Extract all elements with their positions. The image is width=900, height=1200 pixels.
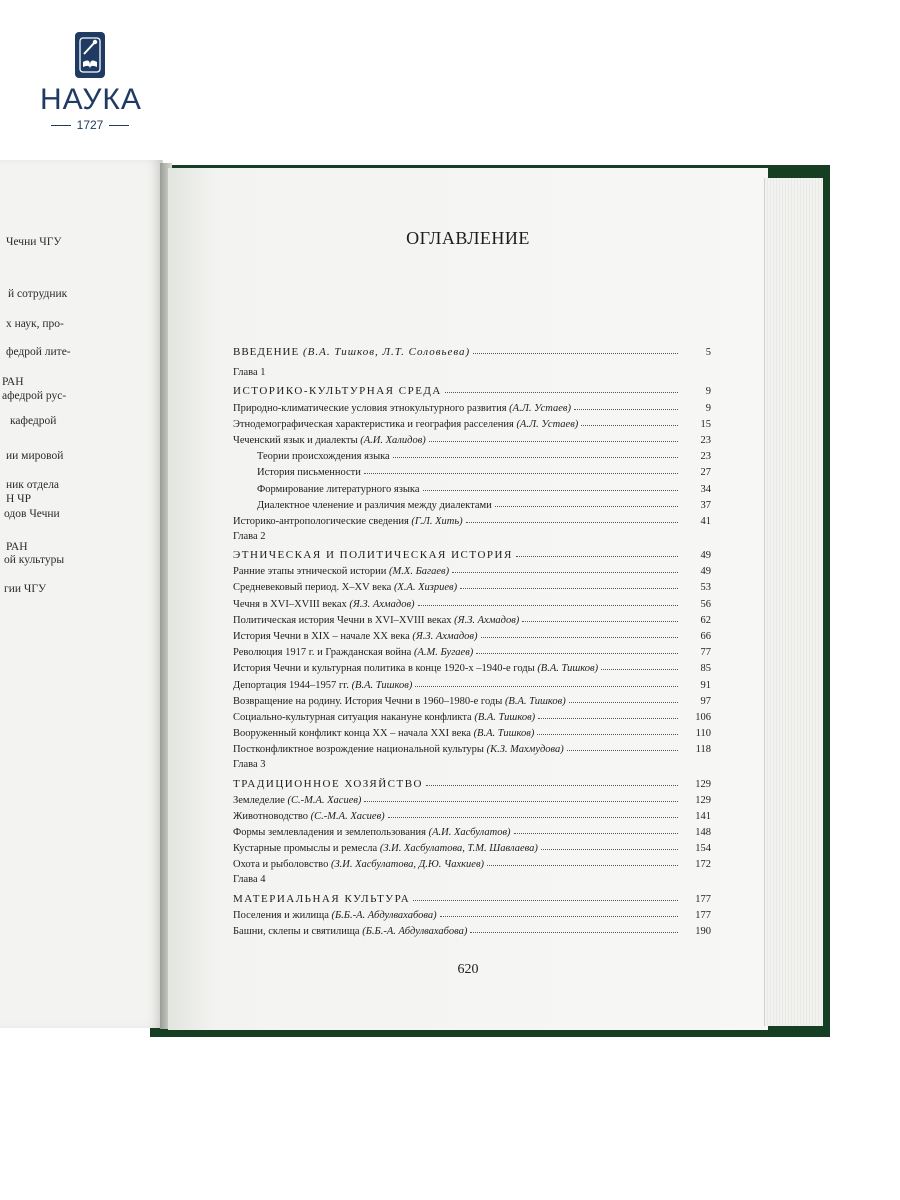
page-number: 620	[457, 962, 479, 977]
toc-section-row	[233, 397, 711, 413]
toc-section-row	[233, 674, 711, 690]
toc-entry-authors: (М.Х. Багаев)	[389, 566, 450, 578]
left-page-line: х наук, про-	[6, 318, 64, 330]
left-page-line: й сотрудник	[8, 288, 68, 300]
toc-entry-text: Вооруженный конфликт конца XX – начала XXI века (В.А. Тишков)	[233, 728, 535, 740]
toc-section-row	[233, 707, 711, 723]
toc-page: 23	[700, 451, 711, 463]
toc-page: 190	[695, 926, 711, 937]
toc-page: 129	[695, 794, 711, 806]
chapter-title: ИСТОРИКО-КУЛЬТУРНАЯ СРЕДА	[233, 385, 442, 398]
toc-page: 56	[700, 598, 711, 610]
toc-entry-authors: (Я.З. Ахмадов)	[412, 631, 478, 642]
toc-section-row	[233, 905, 711, 921]
toc-section-row	[233, 593, 711, 609]
toc-page: 106	[695, 711, 711, 723]
toc-title: ОГЛАВЛЕНИЕ	[406, 228, 530, 248]
toc-page: 148	[695, 827, 711, 839]
toc-entry-text: Животноводство (С.-М.А. Хасиев)	[233, 810, 385, 822]
toc-section-row	[233, 642, 711, 658]
toc-leader	[473, 353, 678, 354]
toc-entry-text: Социально-культурная ситуация накануне конфликта (В.А. Тишков)	[233, 711, 536, 723]
chapter-label: Глава 3	[233, 759, 266, 771]
toc-entry-text: История Чечни в XIX – начале XX века (Я.З. Ахмадов)	[233, 631, 478, 642]
chapter-title: ЭТНИЧЕСКАЯ И ПОЛИТИЧЕСКАЯ ИСТОРИЯ	[233, 549, 513, 562]
toc-entry-text: Охота и рыболовство (З.И. Хасбулатова, Д.Ю. Чахкиев)	[233, 859, 485, 871]
toc-leader	[452, 572, 678, 573]
book-emblem-icon	[75, 32, 105, 78]
toc-leader	[522, 621, 678, 622]
toc-entry-authors: (Я.З. Ахмадов)	[454, 614, 520, 626]
toc-entry-authors: (К.З. Махмудова)	[486, 744, 564, 756]
toc-entry-text: Диалектное членение и различия между диалектами	[257, 499, 492, 511]
toc-subsection-row	[233, 462, 711, 478]
toc-page: 118	[695, 744, 711, 756]
toc-leader	[470, 932, 678, 933]
toc-section-row	[233, 414, 711, 430]
toc-leader	[487, 865, 678, 866]
toc-intro-row	[233, 342, 711, 358]
toc-leader	[495, 506, 678, 507]
table-of-contents	[233, 342, 711, 937]
toc-section-row	[233, 790, 711, 806]
toc-page: 37	[700, 499, 711, 511]
toc-leader	[476, 653, 678, 654]
left-page-line: ник отдела	[6, 479, 60, 491]
toc-entry-authors: (Г.Л. Хить)	[411, 515, 463, 527]
toc-entry-authors: (А.И. Халидов)	[360, 434, 426, 446]
chapter-title: ТРАДИЦИОННОЕ ХОЗЯЙСТВО	[233, 777, 423, 790]
toc-leader	[413, 900, 678, 901]
toc-leader	[388, 817, 678, 818]
toc-leader	[538, 718, 678, 719]
toc-page: 15	[700, 418, 711, 430]
toc-page: 129	[695, 778, 711, 790]
toc-entry-text: Земледелие (С.-М.А. Хасиев)	[233, 794, 362, 806]
toc-page: 177	[695, 909, 711, 921]
toc-leader	[423, 490, 678, 491]
chapter-label: Глава 1	[233, 367, 266, 379]
left-page-line: Н ЧР	[6, 493, 32, 505]
chapter-title: МАТЕРИАЛЬНАЯ КУЛЬТУРА	[233, 892, 411, 905]
toc-page: 91	[700, 679, 711, 691]
toc-entry-authors: (З.И. Хасбулатова, Д.Ю. Чахкиев)	[330, 859, 485, 871]
toc-page: 9	[705, 386, 711, 398]
chapter-label: Глава 2	[233, 530, 266, 542]
toc-leader	[418, 605, 678, 606]
toc-entry-text: Ранние этапы этнической истории (М.Х. Багаев)	[233, 566, 450, 578]
toc-page: 110	[695, 728, 711, 740]
toc-section-row	[233, 854, 711, 870]
toc-page: 154	[695, 843, 711, 855]
toc-leader	[466, 522, 678, 523]
toc-page: 41	[700, 515, 711, 527]
left-page-line: РАН	[2, 376, 24, 388]
toc-entry-authors: (А.Л. Устаев)	[509, 402, 571, 414]
toc-entry-text: История Чечни и культурная политика в конце 1920-х –1940-е годы (В.А. Тишков)	[233, 663, 599, 675]
toc-page: 141	[695, 810, 711, 822]
toc-entry-text: История письменности	[257, 467, 361, 479]
toc-entry-text: Постконфликтное возрождение национальной культуры (К.З. Махмудова)	[233, 744, 564, 756]
left-page-line: Чечни ЧГУ	[6, 236, 62, 248]
toc-section-row	[233, 921, 711, 937]
left-page-line: одов Чечни	[4, 508, 60, 520]
chapter-title-row	[233, 888, 711, 904]
toc-section-row	[233, 822, 711, 838]
toc-leader	[364, 801, 678, 802]
publisher-name: НАУКА	[40, 83, 142, 116]
toc-page: 77	[700, 647, 711, 659]
left-page-line: РАН	[6, 541, 28, 553]
toc-leader	[516, 556, 678, 557]
toc-entry-authors: (З.И. Хасбулатова, Т.М. Шавлаева)	[379, 843, 538, 855]
toc-page: 97	[700, 695, 711, 707]
toc-section-row	[233, 739, 711, 755]
toc-section-row	[233, 658, 711, 674]
toc-leader	[601, 669, 678, 670]
publisher-logo	[40, 32, 140, 132]
toc-entry-text: Поселения и жилища (Б.Б.-А. Абдулвахабова)	[233, 909, 437, 921]
toc-section-row	[233, 723, 711, 739]
toc-entry-authors: (А.М. Бугаев)	[413, 647, 474, 659]
toc-subsection-row	[233, 495, 711, 511]
toc-page: 34	[700, 483, 711, 495]
left-page-line: кафедрой	[10, 415, 57, 427]
publisher-year: 1727	[40, 118, 140, 132]
toc-leader	[393, 457, 678, 458]
chapter-label: Глава 4	[233, 874, 266, 886]
toc-section-row	[233, 610, 711, 626]
toc-entry-authors: (В.А. Тишков)	[474, 711, 536, 723]
left-page-line: афедрой рус-	[2, 390, 67, 402]
toc-page: 5	[705, 347, 711, 359]
toc-entry-text: Формы землевладения и землепользования (А.И. Хасбулатов)	[233, 827, 511, 839]
toc-leader	[440, 916, 678, 917]
toc-leader	[541, 849, 678, 850]
toc-entry-text: Чечня в XVI–XVIII веках (Я.З. Ахмадов)	[233, 598, 415, 610]
toc-page: 9	[705, 402, 711, 414]
toc-entry-text: Средневековый период. X–XV века (Х.А. Хизриев)	[233, 582, 458, 594]
left-page-line: ии мировой	[6, 450, 64, 462]
toc-entry-text: ВВЕДЕНИЕ (В.А. Тишков, Л.Т. Соловьева)	[233, 346, 471, 359]
toc-leader	[581, 425, 678, 426]
chapter-title-row	[233, 773, 711, 789]
toc-leader	[364, 473, 678, 474]
toc-leader	[415, 686, 678, 687]
toc-entry-text: Историко-антропологические сведения (Г.Л. Хить)	[233, 515, 463, 527]
toc-page: 66	[700, 631, 711, 642]
toc-entry-authors: (В.А. Тишков)	[504, 695, 566, 707]
toc-page: 53	[700, 582, 711, 594]
toc-entry-text: Депортация 1944–1957 гг. (В.А. Тишков)	[233, 679, 413, 691]
toc-entry-authors: (Х.А. Хизриев)	[393, 582, 458, 594]
toc-leader	[569, 702, 678, 703]
toc-leader	[460, 588, 678, 589]
left-page-line: гии ЧГУ	[4, 583, 47, 595]
toc-section-row	[233, 430, 711, 446]
toc-leader	[567, 750, 678, 751]
left-page-line: ой культуры	[4, 554, 65, 566]
toc-page: 177	[695, 893, 711, 905]
toc-section-row	[233, 626, 711, 642]
chapter-title-row	[233, 545, 711, 561]
toc-leader	[429, 441, 678, 442]
toc-section-row	[233, 838, 711, 854]
toc-section-row	[233, 691, 711, 707]
toc-page: 49	[700, 550, 711, 562]
toc-leader	[514, 833, 678, 834]
toc-entry-text: Этнодемографическая характеристика и география расселения (А.Л. Устаев)	[233, 418, 579, 430]
toc-entry-authors: (А.Л. Устаев)	[516, 418, 579, 430]
toc-page: 172	[695, 859, 711, 871]
toc-entry-authors: (Б.Б.-А. Абдулвахабова)	[362, 926, 468, 937]
toc-subsection-row	[233, 446, 711, 462]
toc-section-row	[233, 806, 711, 822]
toc-page: 23	[700, 434, 711, 446]
toc-section-row	[233, 511, 711, 527]
toc-entry-text: Кустарные промыслы и ремесла (З.И. Хасбулатова, Т.М. Шавлаева)	[233, 843, 538, 855]
toc-entry-text: Чеченский язык и диалекты (А.И. Халидов)	[233, 434, 426, 446]
toc-section-row	[233, 561, 711, 577]
toc-entry-text: Политическая история Чечни в XVI–XVIII веках (Я.З. Ахмадов)	[233, 614, 520, 626]
toc-entry-text: Революция 1917 г. и Гражданская война (А.М. Бугаев)	[233, 647, 474, 659]
toc-entry-authors: (В.А. Тишков)	[473, 728, 535, 740]
toc-page: 62	[700, 614, 711, 626]
left-page-line: федрой лите-	[6, 346, 71, 358]
toc-leader	[574, 409, 678, 410]
toc-entry-text: Теории происхождения языка	[257, 451, 390, 463]
page-edges	[764, 178, 823, 1026]
toc-entry-authors: (В.А. Тишков)	[351, 679, 413, 691]
toc-chapters	[233, 367, 711, 937]
toc-page: 49	[700, 566, 711, 578]
toc-entry-authors: (С.-М.А. Хасиев)	[287, 794, 362, 806]
toc-leader	[537, 734, 678, 735]
toc-entry-authors: (С.-М.А. Хасиев)	[310, 810, 385, 822]
toc-entry-authors: (В.А. Тишков)	[537, 663, 599, 675]
toc-entry-text: Природно-климатические условия этнокультурного развития (А.Л. Устаев)	[233, 402, 571, 414]
toc-leader	[481, 637, 679, 638]
toc-entry-authors: (Б.Б.-А. Абдулвахабова)	[331, 909, 437, 921]
toc-page: 27	[700, 467, 711, 479]
toc-entry-text: Формирование литературного языка	[257, 483, 420, 495]
toc-page: 85	[700, 663, 711, 675]
toc-entry-authors: (А.И. Хасбулатов)	[428, 827, 511, 839]
toc-leader	[445, 392, 678, 393]
toc-subsection-row	[233, 478, 711, 494]
toc-leader	[426, 785, 678, 786]
toc-entry-text: Возвращение на родину. История Чечни в 1960–1980-е годы (В.А. Тишков)	[233, 695, 566, 707]
toc-section-row	[233, 577, 711, 593]
chapter-title-row	[233, 381, 711, 397]
left-page	[0, 160, 163, 1028]
toc-entry-authors: (Я.З. Ахмадов)	[349, 598, 415, 610]
toc-entry-text: Башни, склепы и святилища (Б.Б.-А. Абдулвахабова)	[233, 926, 468, 937]
